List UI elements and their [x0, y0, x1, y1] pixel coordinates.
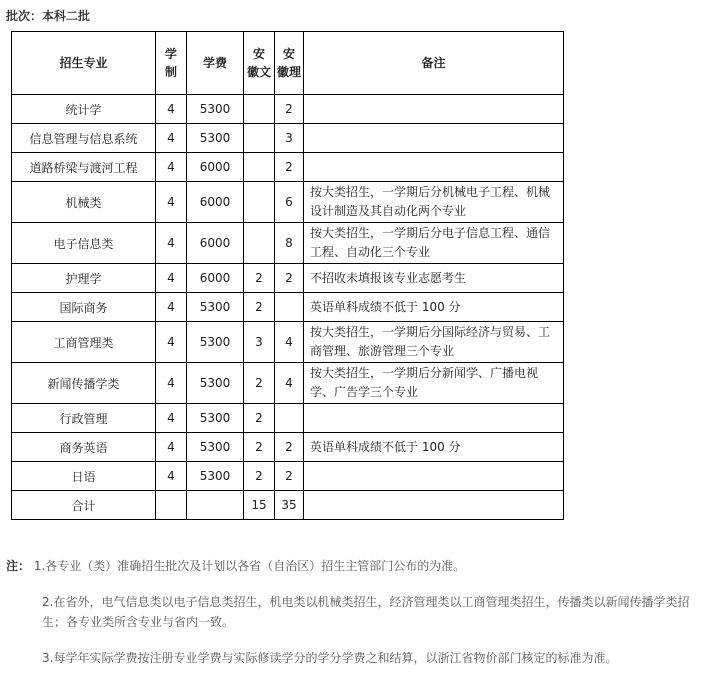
cell-remarks	[304, 404, 564, 433]
cell-fee: 6000	[187, 264, 244, 293]
cell-remarks: 按大类招生，一学期后分新闻学、广播电视学、广告学三个专业	[304, 363, 564, 404]
cell-major: 商务英语	[12, 433, 156, 462]
total-remarks	[304, 491, 564, 520]
cell-duration: 4	[156, 404, 187, 433]
cell-anhui-arts	[244, 153, 275, 182]
cell-duration: 4	[156, 462, 187, 491]
cell-fee: 5300	[187, 95, 244, 124]
cell-fee: 6000	[187, 153, 244, 182]
cell-anhui-arts: 3	[244, 322, 275, 363]
cell-fee: 6000	[187, 182, 244, 223]
total-duration	[156, 491, 187, 520]
note-3: 3.每学年实际学费按注册专业学费与实际修读学分的学分学费之和结算，以浙江省物价部门核定的标准为准。	[42, 651, 618, 665]
cell-anhui-science	[275, 404, 304, 433]
table-row	[12, 223, 564, 264]
cell-anhui-arts: 2	[244, 404, 275, 433]
cell-major: 国际商务	[12, 293, 156, 322]
cell-major: 行政管理	[12, 404, 156, 433]
cell-anhui-science: 8	[275, 223, 304, 264]
cell-anhui-arts: 2	[244, 462, 275, 491]
cell-fee: 5300	[187, 124, 244, 153]
table-row	[12, 264, 564, 293]
table-row	[12, 433, 564, 462]
header-fee: 学费	[187, 32, 244, 95]
total-anhui-science: 35	[275, 491, 304, 520]
cell-anhui-arts: 2	[244, 363, 275, 404]
cell-fee: 6000	[187, 223, 244, 264]
cell-anhui-science: 2	[275, 153, 304, 182]
total-label: 合计	[12, 491, 156, 520]
cell-major: 日语	[12, 462, 156, 491]
header-anhui-arts: 安 徽文	[244, 32, 275, 95]
note-1	[6, 556, 700, 576]
header-anhui-science: 安 徽理	[275, 32, 304, 95]
cell-anhui-arts	[244, 95, 275, 124]
cell-duration: 4	[156, 95, 187, 124]
cell-anhui-science: 6	[275, 182, 304, 223]
cell-fee: 5300	[187, 293, 244, 322]
cell-major: 护理学	[12, 264, 156, 293]
table-row	[12, 462, 564, 491]
admission-table	[11, 31, 564, 520]
table-row	[12, 182, 564, 223]
cell-major: 道路桥梁与渡河工程	[12, 153, 156, 182]
cell-duration: 4	[156, 153, 187, 182]
cell-duration: 4	[156, 182, 187, 223]
cell-anhui-arts: 2	[244, 293, 275, 322]
cell-anhui-arts: 2	[244, 433, 275, 462]
total-fee	[187, 491, 244, 520]
note-2-text: 2.在省外，电气信息类以电子信息类招生，机电类以机械类招生，经济管理类以工商管理类招生，传播类以新闻传播学类招生；各专业类所含专业与省内一致。	[42, 595, 690, 629]
cell-fee: 5300	[187, 433, 244, 462]
cell-remarks	[304, 153, 564, 182]
cell-anhui-science: 4	[275, 322, 304, 363]
total-anhui-arts: 15	[244, 491, 275, 520]
table-header-row	[12, 32, 564, 95]
cell-major: 信息管理与信息系统	[12, 124, 156, 153]
cell-fee: 5300	[187, 363, 244, 404]
cell-fee: 5300	[187, 404, 244, 433]
cell-major: 电子信息类	[12, 223, 156, 264]
cell-remarks	[304, 462, 564, 491]
cell-duration: 4	[156, 264, 187, 293]
table-row	[12, 95, 564, 124]
header-duration: 学 制	[156, 32, 187, 95]
cell-remarks: 英语单科成绩不低于 100 分	[304, 293, 564, 322]
table-row	[12, 404, 564, 433]
note-1-text: 1.各专业（类）准确招生批次及计划以各省（自治区）招生主管部门公布的为准。	[30, 559, 466, 573]
cell-remarks: 按大类招生，一学期后分机械电子工程、机械设计制造及其自动化两个专业	[304, 182, 564, 223]
note-2	[6, 592, 700, 632]
cell-duration: 4	[156, 322, 187, 363]
table-row	[12, 153, 564, 182]
cell-remarks: 不招收未填报该专业志愿考生	[304, 264, 564, 293]
cell-duration: 4	[156, 293, 187, 322]
cell-duration: 4	[156, 124, 187, 153]
cell-anhui-science	[275, 293, 304, 322]
cell-duration: 4	[156, 433, 187, 462]
cell-duration: 4	[156, 223, 187, 264]
cell-major: 统计学	[12, 95, 156, 124]
table-row	[12, 363, 564, 404]
header-remarks: 备注	[304, 32, 564, 95]
cell-duration: 4	[156, 363, 187, 404]
total-row	[12, 491, 564, 520]
cell-anhui-arts	[244, 182, 275, 223]
cell-major: 新闻传播学类	[12, 363, 156, 404]
cell-remarks: 英语单科成绩不低于 100 分	[304, 433, 564, 462]
cell-anhui-arts	[244, 124, 275, 153]
cell-remarks: 按大类招生，一学期后分国际经济与贸易、工商管理、旅游管理三个专业	[304, 322, 564, 363]
cell-remarks	[304, 124, 564, 153]
cell-anhui-science: 3	[275, 124, 304, 153]
cell-major: 工商管理类	[12, 322, 156, 363]
cell-remarks: 按大类招生，一学期后分电子信息工程、通信工程、自动化三个专业	[304, 223, 564, 264]
table-row	[12, 124, 564, 153]
cell-major: 机械类	[12, 182, 156, 223]
cell-anhui-science: 2	[275, 462, 304, 491]
cell-anhui-arts: 2	[244, 264, 275, 293]
cell-anhui-science: 2	[275, 433, 304, 462]
cell-anhui-science: 2	[275, 264, 304, 293]
batch-label: 批次：本科二批	[6, 9, 91, 23]
table-row	[12, 322, 564, 363]
cell-anhui-science: 4	[275, 363, 304, 404]
note-label: 注：	[6, 559, 31, 573]
header-major: 招生专业	[12, 32, 156, 95]
cell-anhui-arts	[244, 223, 275, 264]
table-row	[12, 293, 564, 322]
cell-fee: 5300	[187, 322, 244, 363]
cell-anhui-science: 2	[275, 95, 304, 124]
cell-remarks	[304, 95, 564, 124]
cell-fee: 5300	[187, 462, 244, 491]
